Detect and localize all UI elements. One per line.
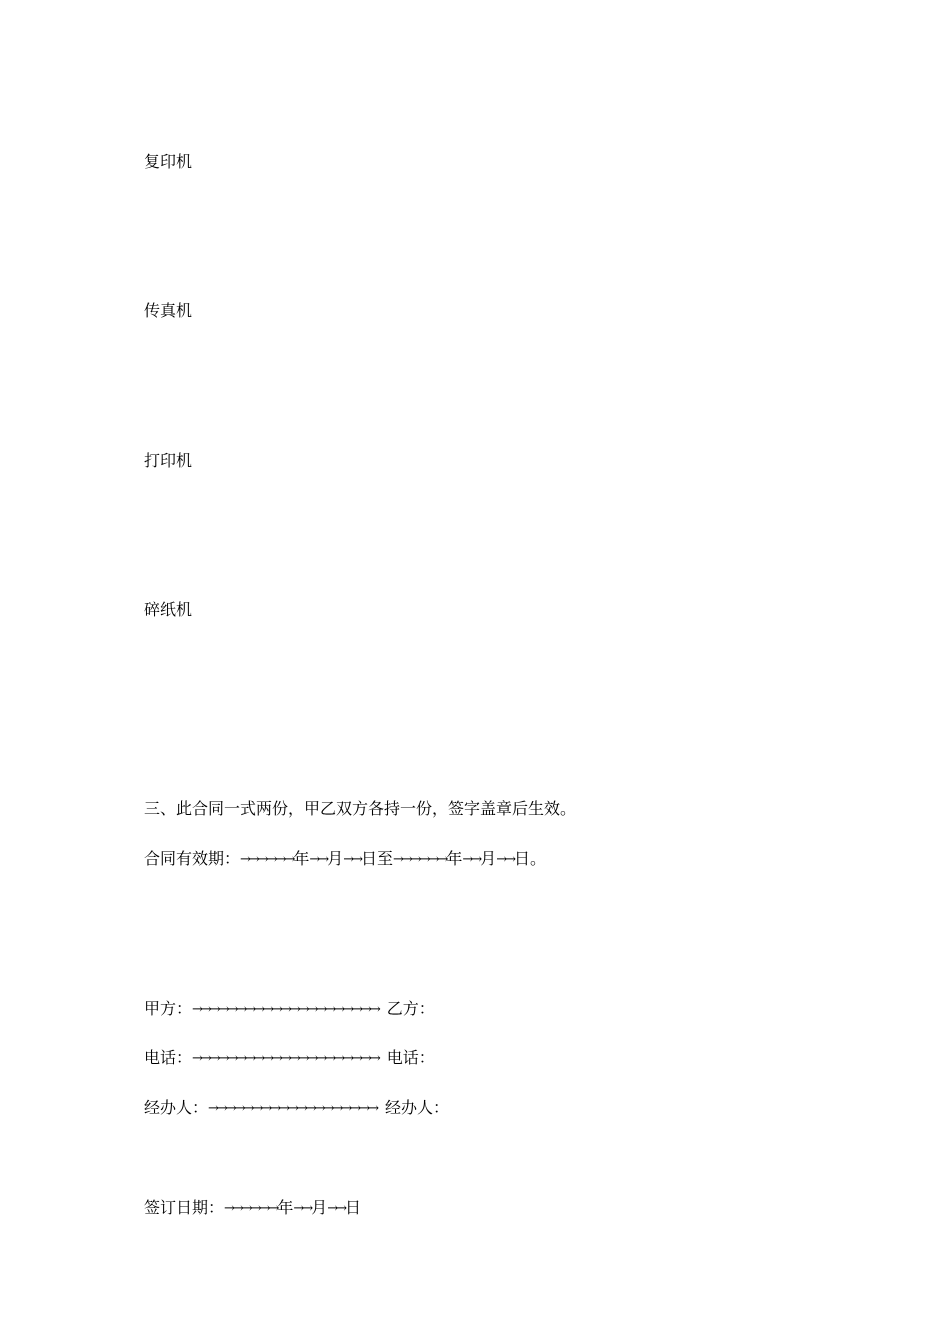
signing-line	[144, 1197, 361, 1219]
phone-a-blank: →→→→→→→→→→→→→→→→→→→→→	[192, 1051, 379, 1066]
blank-year-start: →→→→→→	[240, 852, 294, 867]
agent-b-label: 经办人：	[384, 1098, 449, 1117]
item-copier: 复印机	[144, 152, 193, 171]
phone-a-label: 电话：	[144, 1048, 193, 1067]
year-end-label: 年	[446, 849, 463, 868]
signing-blank-day: →→	[327, 1201, 345, 1216]
signing-day-label: 日	[345, 1198, 362, 1217]
signing-blank-year: →→→→→→	[224, 1201, 278, 1216]
party-line	[144, 998, 435, 1020]
clause-3: 三、此合同一式两份，甲乙双方各持一份，签字盖章后生效。	[144, 799, 577, 818]
agent-line	[144, 1097, 449, 1119]
blank-month-end: →→	[462, 852, 481, 867]
blank-year-end: →→→→→→	[393, 852, 447, 867]
month-end-label: 月	[480, 849, 497, 868]
day-start-to-label: 日至	[361, 849, 394, 868]
validity-label: 合同有效期：	[144, 849, 241, 868]
year-start-label: 年	[293, 849, 310, 868]
day-end-label: 日。	[514, 849, 547, 868]
party-a-blank: →→→→→→→→→→→→→→→→→→→→→	[192, 1002, 379, 1017]
blank-month-start: →→	[309, 852, 328, 867]
signing-month-label: 月	[311, 1198, 328, 1217]
item-printer: 打印机	[144, 451, 193, 470]
party-a-label: 甲方：	[144, 999, 193, 1018]
phone-line	[144, 1047, 435, 1069]
agent-a-label: 经办人：	[144, 1098, 209, 1117]
phone-b-label: 电话：	[386, 1048, 435, 1067]
blank-day-end: →→	[496, 852, 514, 867]
signing-blank-month: →→	[293, 1201, 312, 1216]
blank-day-start: →→	[343, 852, 361, 867]
party-b-label: 乙方：	[386, 999, 435, 1018]
item-shredder: 碎纸机	[144, 600, 193, 619]
signing-year-label: 年	[277, 1198, 294, 1217]
validity-line	[144, 848, 546, 870]
signing-label: 签订日期：	[144, 1198, 225, 1217]
agent-a-blank: →→→→→→→→→→→→→→→→→→→	[208, 1101, 377, 1116]
item-fax: 传真机	[144, 301, 193, 320]
month-start-label: 月	[327, 849, 344, 868]
